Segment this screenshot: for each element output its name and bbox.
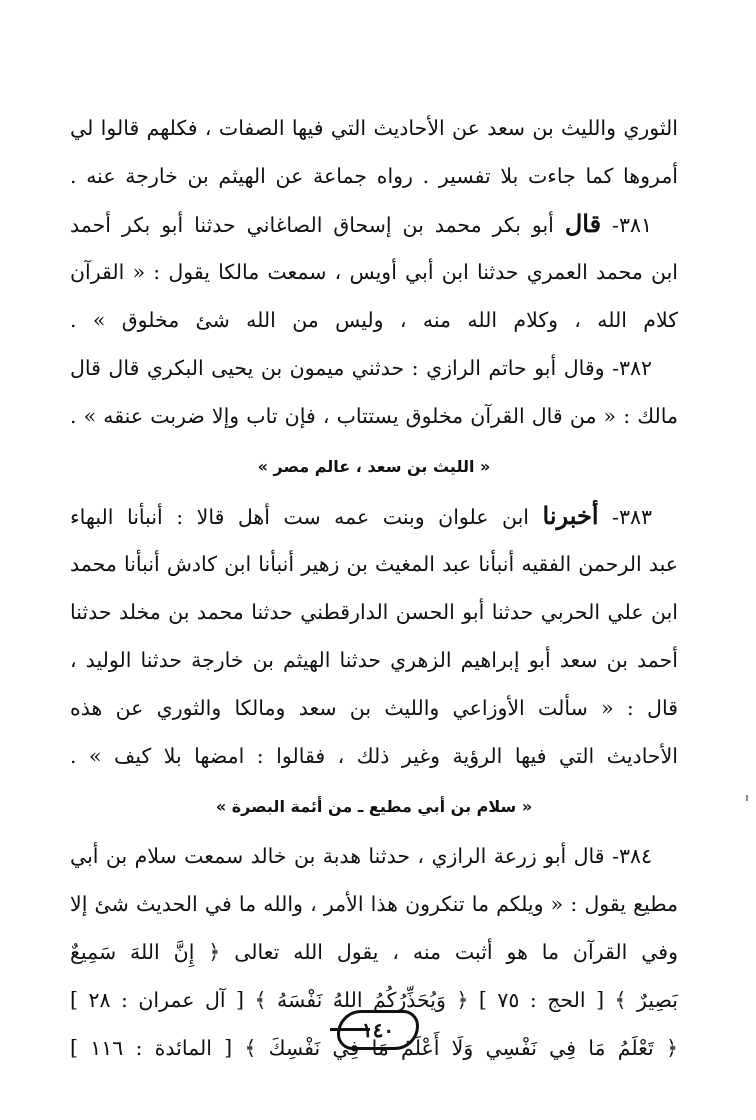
text-line: أحمد بن سعد أبو إبراهيم الزهري حدثنا الهيثم بن خارجة حدثنا الوليد ،: [70, 647, 678, 672]
text-line: الأحاديث التي فيها الرؤية وغير ذلك ، فقالوا : امضها بلا كيف » .: [70, 743, 678, 768]
margin-mark: [746, 795, 748, 801]
narration-384-first-line: ٣٨٤- قال أبو زرعة الرازي ، حدثنا هدبة بن خالد سمعت سلام بن أبي: [70, 843, 652, 868]
page-number: ١٤٠: [337, 1010, 419, 1050]
narration-lead-word: قال: [564, 209, 602, 238]
narration-381-first-line: ٣٨١- قال أبو بكر محمد بن إسحاق الصاغاني حدثنا أبو بكر أحمد: [70, 209, 652, 238]
quran-citation-line: بَصِيرٌ ﴾ [ الحج : ٧٥ ] ﴿ وَيُحَذِّرُكُمُ اللهُ نَفْسَهُ ﴾ [ آل عمران : ٢٨ ]: [70, 987, 678, 1012]
text-line: الثوري والليث بن سعد عن الأحاديث التي فيها الصفات ، فكلهم قالوا لي: [70, 115, 678, 140]
text-line: وفي القرآن ما هو أثبت منه ، يقول الله تعالى ﴿ إِنَّ اللهَ سَمِيعٌ: [70, 939, 678, 964]
narration-number: ٣٨١-: [612, 213, 652, 237]
text-line: قال : « سألت الأوزاعي والليث بن سعد ومالكا والثوري عن هذه: [70, 695, 678, 720]
text-line: عبد الرحمن الفقيه أنبأنا عبد المغيث بن زهير أنبأنا ابن كادش أنبأنا محمد: [70, 551, 678, 576]
narration-382-first-line: ٣٨٢- وقال أبو حاتم الرازي : حدثني ميمون بن يحيى البكري قال قال: [70, 355, 652, 380]
text-line: مالك : « من قال القرآن مخلوق يستتاب ، فإن تاب وإلا ضربت عنقه » .: [70, 403, 678, 428]
section-heading-layth: « الليث بن سعد ، عالم مصر »: [257, 456, 491, 476]
section-heading-sallam: « سلام بن أبي مطيع ـ من أئمة البصرة »: [215, 796, 533, 816]
narration-383-first-line: ٣٨٣- أخبرنا ابن علوان وبنت عمه ست أهل قالا : أنبأنا البهاء: [70, 501, 652, 530]
text-line: كلام الله ، وكلام الله منه ، وليس من الله شئ مخلوق » .: [70, 307, 678, 332]
text-line: ابن علي الحربي حدثنا أبو الحسن الدارقطني حدثنا محمد بن مخلد حدثنا: [70, 599, 678, 624]
quran-citation-line: ﴿ تَعْلَمُ مَا فِي نَفْسِي وَلَا أَعْلَمُ مَا فِي نَفْسِكَ ﴾ [ المائدة : ١١٦ ]: [70, 1035, 678, 1060]
text-line: مطيع يقول : « ويلكم ما تنكرون هذا الأمر ، والله ما في الحديث شئ إلا: [70, 891, 678, 916]
narration-number: ٣٨٣-: [612, 505, 652, 529]
page-number-footer: [0, 1010, 756, 1050]
narration-lead-word: أخبرنا: [542, 501, 599, 530]
text-line: ابن محمد العمري حدثنا ابن أبي أويس ، سمعت مالكا يقول : « القرآن: [70, 259, 678, 284]
text-line: أمروها كما جاءت بلا تفسير . رواه جماعة عن الهيثم بن خارجة عنه .: [70, 163, 678, 188]
